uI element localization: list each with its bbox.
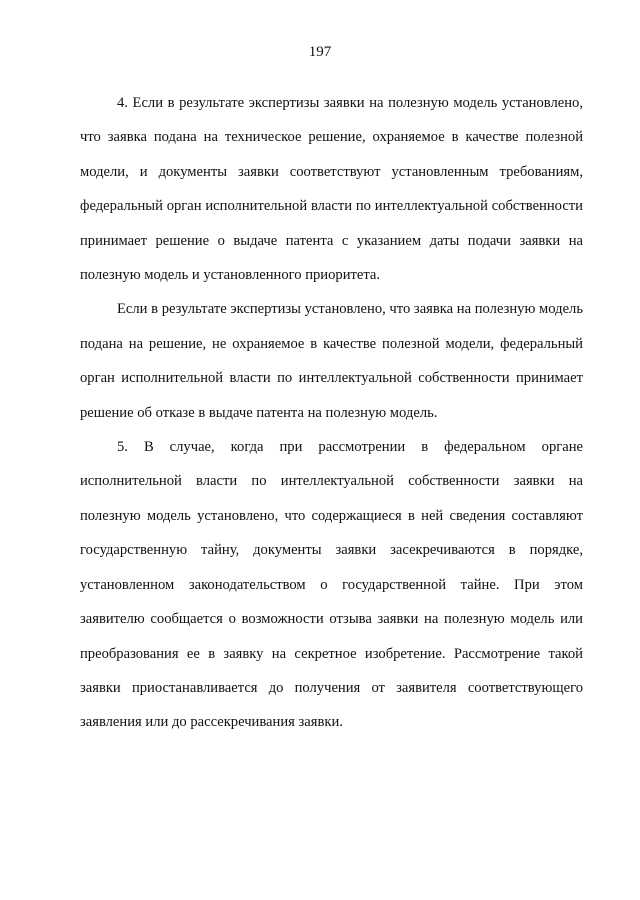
paragraph-4: 4. Если в результате экспертизы заявки на полезную модель установлено, что заявка подана на техническое решение, охраняемое в качестве полезной модели, и документы заявки соответствуют установленным требованиям, федеральный орган исполнительной власти по интеллектуальной собственности принимает решение о выдаче патента с указанием даты подачи заявки на полезную модель и установленного приоритета. bbox=[80, 95, 583, 284]
document-body bbox=[80, 86, 583, 740]
page-number: 197 bbox=[308, 44, 332, 60]
paragraph-5: 5. В случае, когда при рассмотрении в федеральном органе исполнительной власти по интеллектуальной собственности заявки на полезную модель установлено, что содержащиеся в ней сведения составляют государственную тайну, документы заявки засекречиваются в порядке, установленном законодательством о государственной тайне. При этом заявителю сообщается о возможности отзыва заявки на полезную модель или преобразования ее в заявку на секретное изобретение. Рассмотрение такой заявки приостанавливается до получения от заявителя соответствующего заявления или до рассекречивания заявки. bbox=[80, 439, 583, 731]
paragraph-refusal: Если в результате экспертизы установлено, что заявка на полезную модель подана на решение, не охраняемое в качестве полезной модели, федеральный орган исполнительной власти по интеллектуальной собственности принимает решение об отказе в выдаче патента на полезную модель. bbox=[80, 301, 583, 421]
